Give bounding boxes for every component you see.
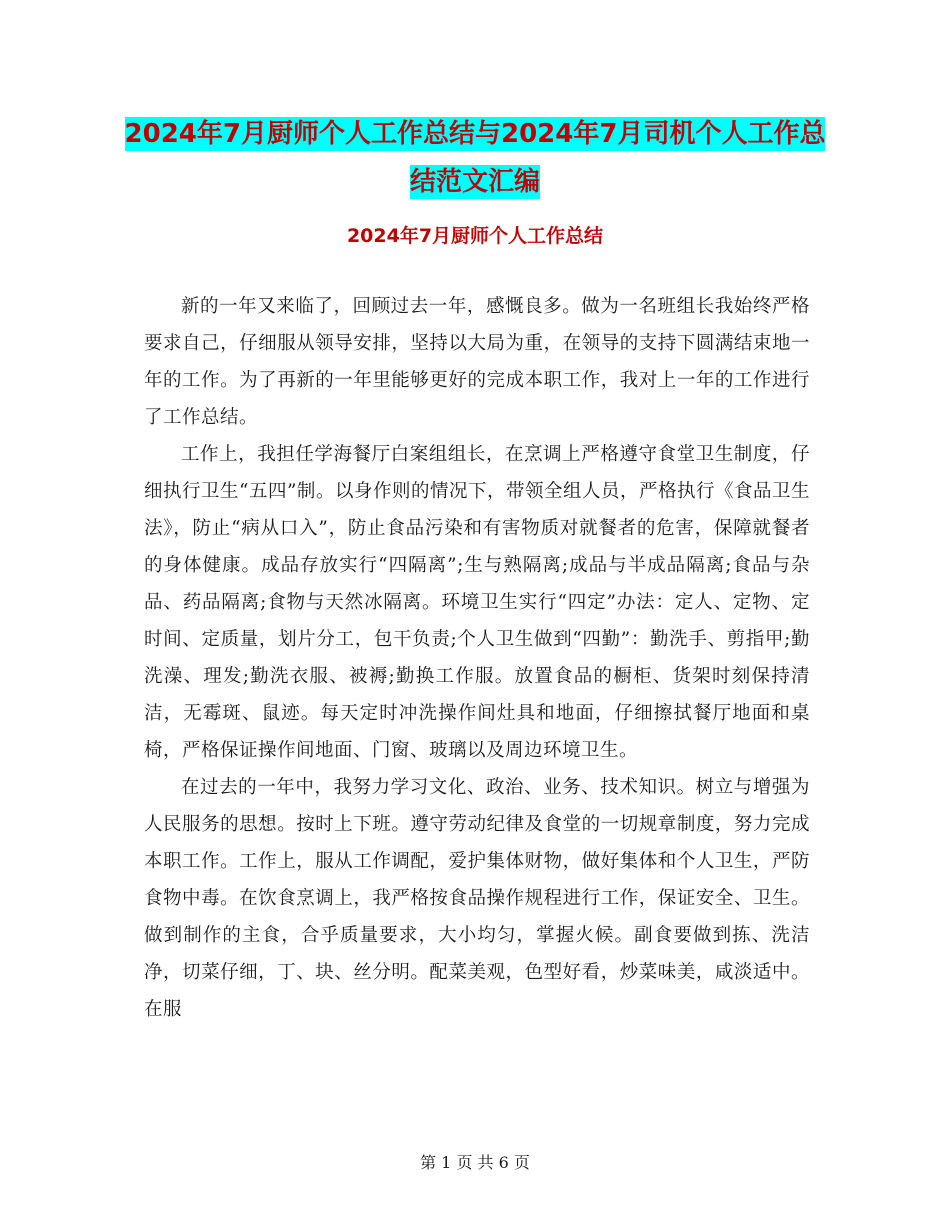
page-footer: 第 1 页 共 6 页 bbox=[420, 1153, 530, 1172]
document-title bbox=[120, 110, 830, 206]
paragraph: 在过去的一年中，我努力学习文化、政治、业务、技术知识。树立与增强为人民服务的思想。按时上下班。遵守劳动纪律及食堂的一切规章制度，努力完成本职工作。工作上，服从工作调配，爱护集体财物，做好集体和个人卫生，严防食物中毒。在饮食烹调上，我严格按食品操作规程进行工作，保证安全、卫生。做到制作的主食，合乎质量要求，大小均匀，掌握火候。副食要做到拣、洗洁净，切菜仔细，丁、块、丝分明。配菜美观，色型好看，炒菜味美，咸淡适中。在服 bbox=[144, 777, 810, 1020]
paragraph: 新的一年又来临了，回顾过去一年，感慨良多。做为一名班组长我始终严格要求自己，仔细服从领导安排，坚持以大局为重，在领导的支持下圆满结束地一年的工作。为了再新的一年里能够更好的完成本职工作，我对上一年的工作进行了工作总结。 bbox=[144, 296, 810, 428]
document-body bbox=[144, 288, 810, 1028]
paragraph: 工作上，我担任学海餐厅白案组组长，在烹调上严格遵守食堂卫生制度，仔细执行卫生“五四”制。以身作则的情况下，带领全组人员，严格执行《食品卫生法》，防止“病从口入”，防止食品污染和有害物质对就餐者的危害，保障就餐者的身体健康。成品存放实行“四隔离”;生与熟隔离;成品与半成品隔离;食品与杂品、药品隔离;食物与天然冰隔离。环境卫生实行“四定”办法：定人、定物、定时间、定质量，划片分工，包干负责;个人卫生做到“四勤”：勤洗手、剪指甲;勤洗澡、理发;勤洗衣服、被褥;勤换工作服。放置食品的橱柜、货架时刻保持清洁，无霉斑、鼠迹。每天定时冲洗操作间灶具和地面，仔细擦拭餐厅地面和桌椅，严格保证操作间地面、门窗、玻璃以及周边环境卫生。 bbox=[144, 444, 810, 761]
section-title: 2024年7月厨师个人工作总结 bbox=[346, 225, 604, 247]
document-title-text: 2024年7月厨师个人工作总结与2024年7月司机个人工作总结范文汇编 bbox=[124, 119, 826, 197]
